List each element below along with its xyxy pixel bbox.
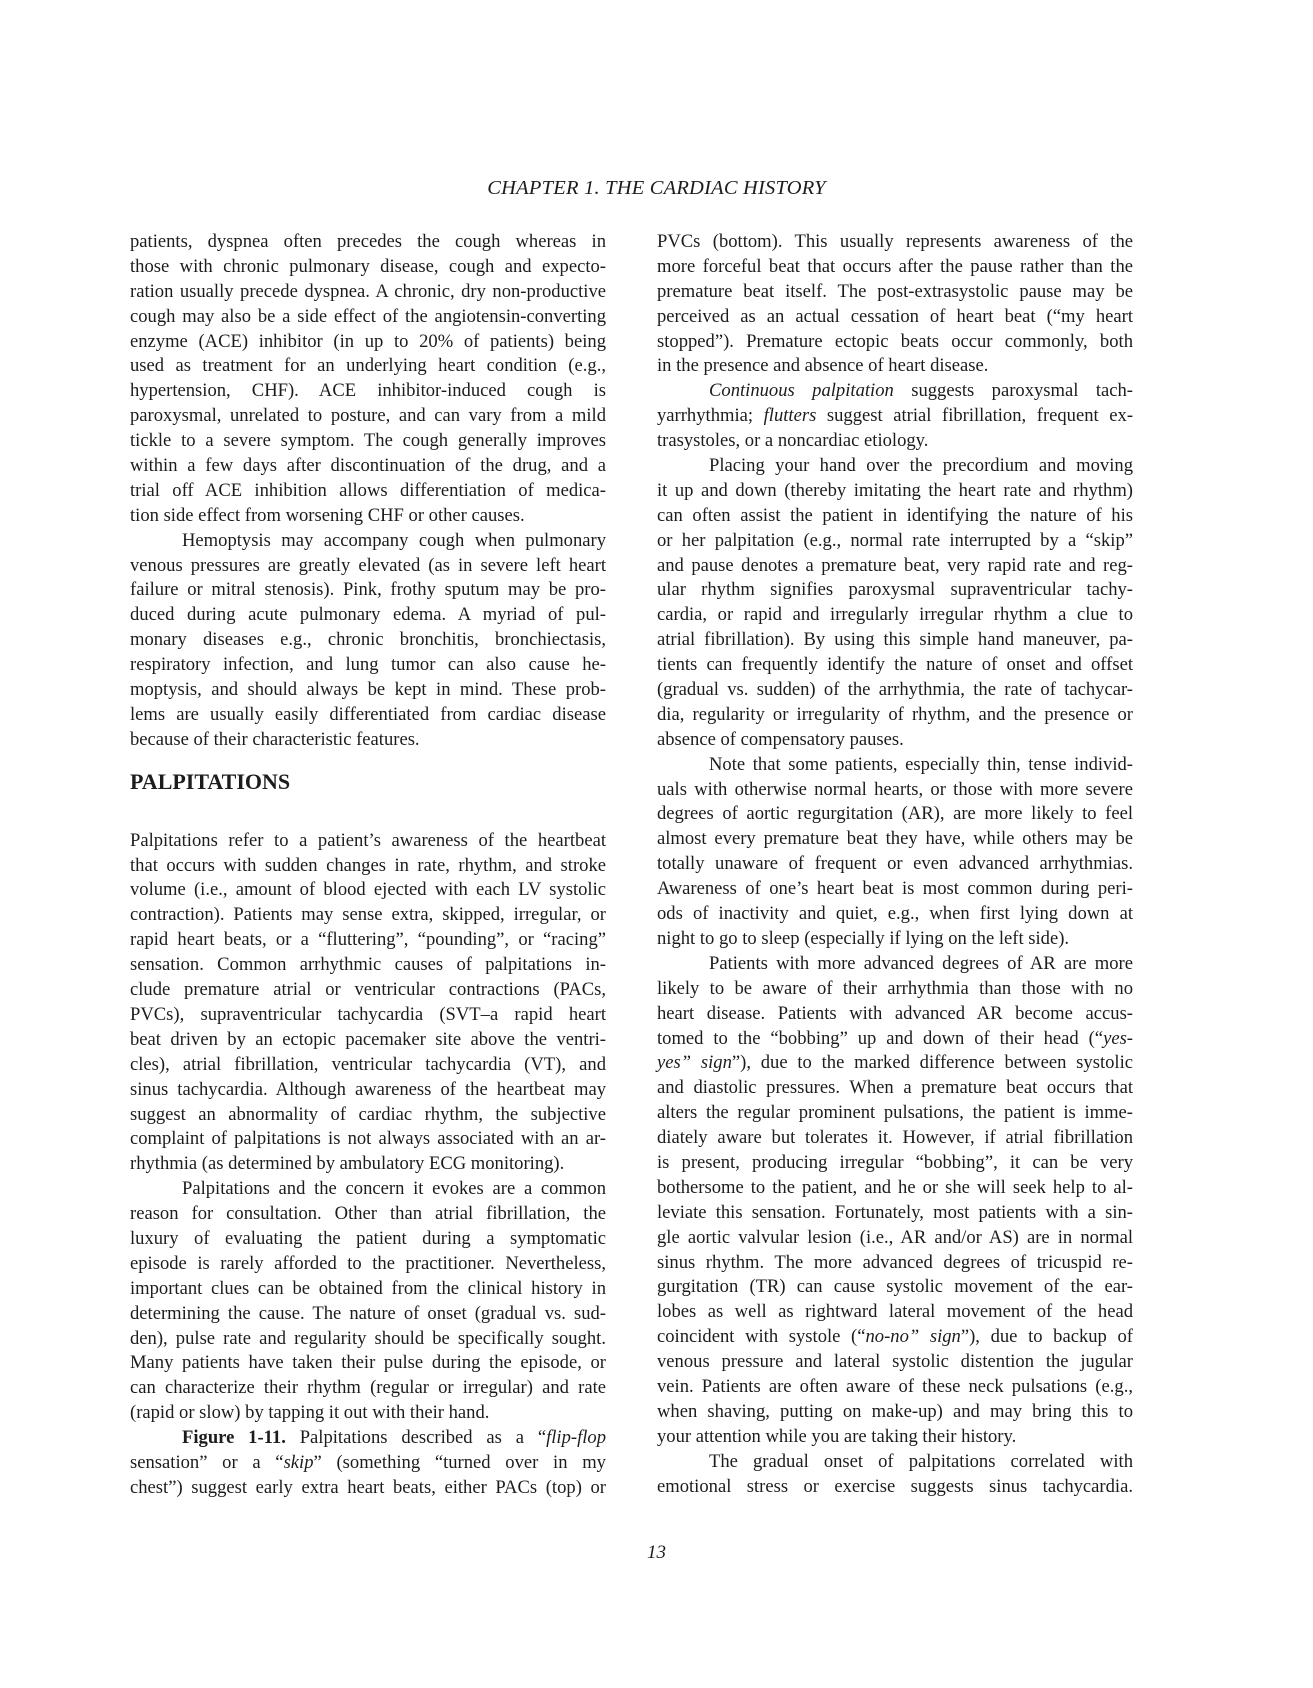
text-line: ular rhythm signifies paroxysmal supraventricular tachy-	[657, 579, 1133, 601]
text-line: chest”) suggest early extra heart beats, either PACs (top) or	[130, 1476, 606, 1498]
text-line	[657, 1027, 1133, 1052]
paragraph-continuous-palpitation	[657, 379, 1133, 454]
text-line: atrial fibrillation). By using this simple hand maneuver, pa-	[657, 629, 1133, 651]
text-line: The gradual onset of palpitations correlated with	[709, 1450, 1133, 1472]
text-line: almost every premature beat they have, while others may be	[657, 828, 1133, 850]
text-line: trasystoles, or a noncardiac etiology.	[657, 430, 929, 452]
figure-label[interactable]: Figure 1-11.	[182, 1427, 286, 1449]
text-line: luxury of evaluating the patient during a symptomatic	[130, 1227, 606, 1249]
text-line: within a few days after discontinuation of the drug, and a	[130, 455, 606, 477]
text-line: in the presence and absence of heart disease.	[657, 355, 989, 377]
figure-reference-paragraph	[130, 1426, 606, 1501]
text-run-italic: flutters	[763, 405, 817, 427]
text-line: and pause denotes a premature beat, very rapid rate and reg-	[657, 554, 1133, 576]
text-line: is present, producing irregular “bobbing”, it can be very	[657, 1151, 1133, 1173]
text-line: totally unaware of frequent or even advanced arrhythmias.	[657, 853, 1133, 875]
text-line: sinus tachycardia. Although awareness of the heartbeat may	[130, 1078, 606, 1100]
text-line: ration usually precede dyspnea. A chronic, dry non-productive	[130, 280, 606, 302]
text-line: important clues can be obtained from the clinical history in	[130, 1277, 606, 1299]
text-line	[657, 404, 1133, 429]
text-line: venous pressure and lateral systolic distention the jugular	[657, 1351, 1133, 1373]
paragraph-consultation	[130, 1177, 606, 1426]
text-line: gle aortic valvular lesion (i.e., AR and/or AS) are in normal	[657, 1226, 1133, 1248]
paragraph-cough-continued	[130, 230, 606, 529]
text-line: alters the regular prominent pulsations, the patient is imme-	[657, 1102, 1133, 1124]
text-line: it up and down (thereby imitating the heart rate and rhythm)	[657, 479, 1133, 501]
paragraph-awareness	[657, 753, 1133, 952]
text-line: (rapid or slow) by tapping it out with their hand.	[130, 1402, 490, 1424]
text-line: degrees of aortic regurgitation (AR), are more likely to feel	[657, 803, 1133, 825]
text-line: stopped”). Premature ectopic beats occur commonly, both	[657, 330, 1133, 352]
text-line: patients, dyspnea often precedes the cough whereas in	[130, 231, 606, 252]
text-line: your attention while you are taking their history.	[657, 1425, 1017, 1447]
text-line: determining the cause. The nature of onset (gradual vs. sud-	[130, 1302, 606, 1324]
text-line: Patients with more advanced degrees of AR are more	[709, 952, 1133, 974]
text-line: vein. Patients are often aware of these neck pulsations (e.g.,	[657, 1375, 1133, 1397]
section-heading-palpitations: PALPITATIONS	[130, 768, 291, 794]
text-line: clude premature atrial or ventricular contractions (PACs,	[130, 979, 606, 1001]
text-line: venous pressures are greatly elevated (as in severe left heart	[130, 554, 606, 576]
text-line: used as treatment for an underlying heart condition (e.g.,	[130, 355, 606, 377]
text-line: likely to be aware of their arrhythmia than those with no	[657, 977, 1133, 999]
page-number: 13	[647, 1542, 666, 1563]
text-run-italic: yes-	[1103, 1027, 1133, 1049]
text-line: trial off ACE inhibition allows differentiation of medica-	[130, 479, 606, 501]
paragraph-hemoptysis	[130, 529, 606, 753]
text-line	[130, 1426, 606, 1451]
left-column	[130, 230, 606, 1501]
text-line: respiratory infection, and lung tumor can also cause he-	[130, 654, 606, 676]
text-line: lems are usually easily differentiated from cardiac disease	[130, 703, 606, 725]
text-line: gurgitation (TR) can cause systolic movement of the ear-	[657, 1276, 1133, 1298]
text-line: or her palpitation (e.g., normal rate interrupted by a “skip”	[657, 529, 1133, 551]
text-line: tickle to a severe symptom. The cough generally improves	[130, 430, 606, 452]
text-line: cardia, or rapid and irregularly irregular rhythm a clue to	[657, 604, 1133, 626]
text-run-italic: Continuous palpitation	[709, 380, 894, 402]
text-line	[657, 1051, 1133, 1076]
text-line: cles), atrial fibrillation, ventricular tachycardia (VT), and	[130, 1053, 606, 1075]
text-line: enzyme (ACE) inhibitor (in up to 20% of patients) being	[130, 330, 606, 352]
text-line: rapid heart beats, or a “fluttering”, “pounding”, or “racing”	[130, 929, 606, 951]
text-line: den), pulse rate and regularity should be specifically sought.	[130, 1327, 606, 1349]
paragraph-aortic-regurgitation	[657, 952, 1133, 1450]
paragraph-hand-maneuver	[657, 454, 1133, 753]
text-line: Many patients have taken their pulse during the episode, or	[130, 1352, 606, 1374]
text-run: ” (something “turned over in my	[313, 1451, 606, 1473]
text-line: Awareness of one’s heart beat is most common during peri-	[657, 878, 1133, 900]
text-line	[657, 379, 1133, 404]
text-run-italic: flip-flop	[546, 1427, 606, 1449]
text-line: heart disease. Patients with advanced AR become accus-	[657, 1002, 1133, 1024]
text-line: that occurs with sudden changes in rate, rhythm, and stroke	[130, 854, 606, 876]
text-line: absence of compensatory pauses.	[657, 728, 904, 750]
text-run: tomed to the “bobbing” up and down of their head (“	[657, 1027, 1104, 1049]
text-line: monary diseases e.g., chronic bronchitis, bronchiectasis,	[130, 629, 606, 651]
text-line: volume (i.e., amount of blood ejected with each LV systolic	[130, 879, 606, 901]
running-head: CHAPTER 1. THE CARDIAC HISTORY	[487, 177, 826, 199]
text-run-italic: no-no” sign	[865, 1326, 961, 1348]
paragraph-palpitations-definition	[130, 829, 606, 1177]
text-run: coincident with systole (“	[657, 1326, 866, 1348]
right-column	[657, 230, 1133, 1499]
text-run-italic: yes” sign	[657, 1052, 732, 1074]
text-run: Palpitations described as a “	[285, 1427, 547, 1449]
text-line: diately aware but tolerates it. However, if atrial fibrillation	[657, 1127, 1133, 1149]
text-line: tion side effect from worsening CHF or other causes.	[130, 504, 525, 526]
text-line	[130, 1451, 606, 1476]
text-line: rhythmia (as determined by ambulatory ECG monitoring).	[130, 1153, 565, 1175]
text-run: yarrhythmia;	[657, 405, 764, 427]
text-line: moptysis, and should always be kept in mind. These prob-	[130, 679, 606, 701]
text-line: Palpitations refer to a patient’s awareness of the heartbeat	[130, 829, 606, 851]
text-line: lobes as well as rightward lateral movement of the head	[657, 1301, 1133, 1323]
text-line: uals with otherwise normal hearts, or those with more severe	[657, 778, 1133, 800]
text-line: complaint of palpitations is not always associated with an ar-	[130, 1128, 606, 1150]
text-run: sensation” or a “	[130, 1451, 284, 1473]
text-line: bothersome to the patient, and he or she will seek help to al-	[657, 1176, 1133, 1198]
text-line: hypertension, CHF). ACE inhibitor-induced cough is	[130, 380, 606, 402]
text-line: more forceful beat that occurs after the pause rather than the	[657, 255, 1133, 277]
text-line: ods of inactivity and quiet, e.g., when first lying down at	[657, 903, 1133, 925]
text-line: leviate this sensation. Fortunately, most patients with a sin-	[657, 1201, 1133, 1223]
text-line	[657, 1325, 1133, 1350]
text-line: Note that some patients, especially thin, tense individ-	[709, 753, 1133, 775]
text-line: perceived as an actual cessation of heart beat (“my heart	[657, 305, 1133, 327]
text-line: PVCs), supraventricular tachycardia (SVT–a rapid heart	[130, 1003, 606, 1025]
text-line: contraction). Patients may sense extra, skipped, irregular, or	[130, 904, 606, 926]
text-line: (gradual vs. sudden) of the arrhythmia, the rate of tachycar-	[657, 679, 1133, 701]
text-line: premature beat itself. The post-extrasystolic pause may be	[657, 280, 1133, 302]
text-line: duced during acute pulmonary edema. A myriad of pul-	[130, 604, 606, 626]
text-line: Placing your hand over the precordium and moving	[709, 455, 1133, 477]
text-line: cough may also be a side effect of the angiotensin-converting	[130, 305, 606, 327]
text-run-italic: skip	[283, 1451, 314, 1473]
text-line: emotional stress or exercise suggests sinus tachycardia.	[657, 1475, 1133, 1497]
text-run: suggest atrial fibrillation, frequent ex-	[816, 405, 1134, 427]
text-line: when shaving, putting on make-up) and may bring this to	[657, 1400, 1133, 1422]
text-line: failure or mitral stenosis). Pink, frothy sputum may be pro-	[130, 579, 606, 601]
text-line: beat driven by an ectopic pacemaker site above the ventri-	[130, 1028, 606, 1050]
text-line: suggest an abnormality of cardiac rhythm, the subjective	[130, 1103, 606, 1125]
text-run: ”), due to the marked difference between systolic	[731, 1052, 1134, 1074]
text-line: sensation. Common arrhythmic causes of palpitations in-	[130, 954, 606, 976]
paragraph-gradual-onset	[657, 1450, 1133, 1500]
text-line: reason for consultation. Other than atrial fibrillation, the	[130, 1203, 606, 1225]
paragraph-pvc-continued	[657, 230, 1133, 379]
text-line: can characterize their rhythm (regular or irregular) and rate	[130, 1377, 606, 1399]
text-line: can often assist the patient in identifying the nature of his	[657, 504, 1133, 526]
text-line: Hemoptysis may accompany cough when pulmonary	[182, 529, 606, 551]
text-line: those with chronic pulmonary disease, cough and expecto-	[130, 255, 606, 277]
text-run: suggests paroxysmal tach-	[893, 380, 1134, 402]
text-line: PVCs (bottom). This usually represents awareness of the	[657, 231, 1133, 252]
text-line: episode is rarely afforded to the practitioner. Nevertheless,	[130, 1252, 606, 1274]
text-line: night to go to sleep (especially if lying on the left side).	[657, 927, 1070, 949]
text-line: tients can frequently identify the nature of onset and offset	[657, 654, 1133, 676]
text-run: ”), due to backup of	[960, 1326, 1133, 1348]
text-line: sinus rhythm. The more advanced degrees of tricuspid re-	[657, 1251, 1133, 1273]
text-line: because of their characteristic features.	[130, 728, 420, 750]
text-line: dia, regularity or irregularity of rhythm, and the presence or	[657, 703, 1133, 725]
text-line: Palpitations and the concern it evokes are a common	[182, 1178, 606, 1200]
text-line: and diastolic pressures. When a premature beat occurs that	[657, 1077, 1133, 1099]
text-line: paroxysmal, unrelated to posture, and can vary from a mild	[130, 405, 606, 427]
